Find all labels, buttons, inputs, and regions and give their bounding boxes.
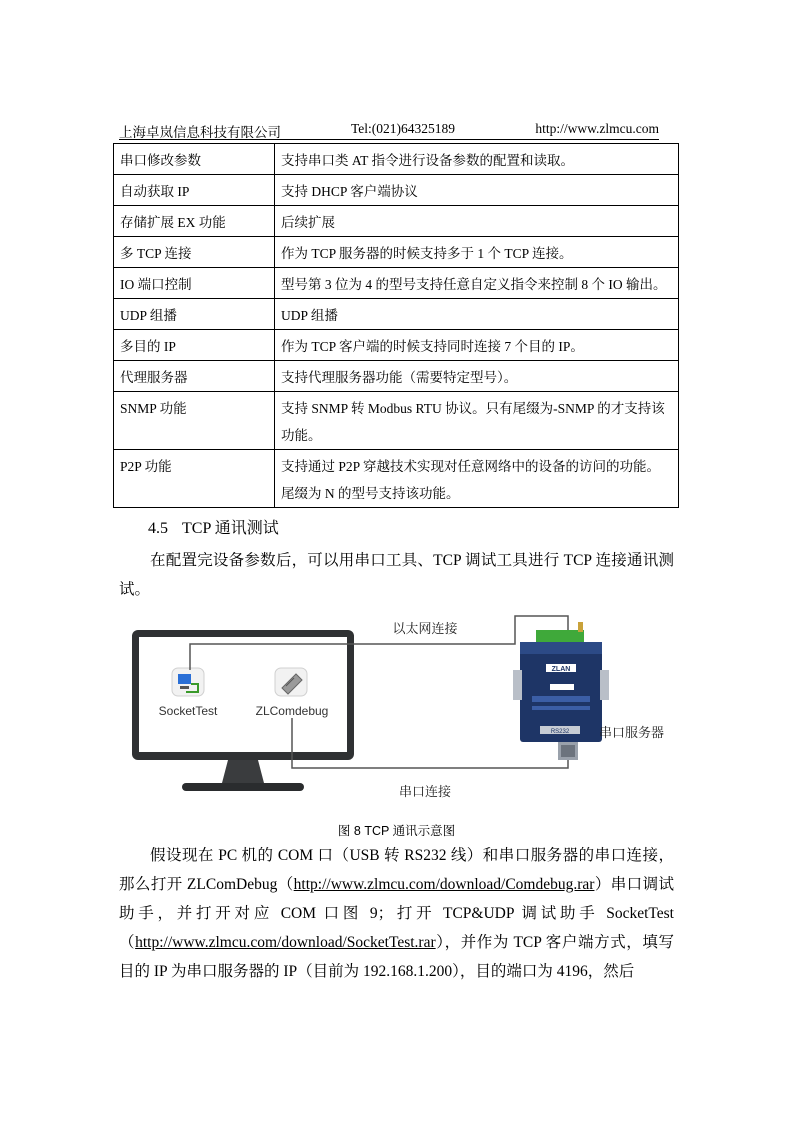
body-text-2: ）串口调试助手，并打开对应 COM 口图 9；打开 TCP&UDP 调试助手 SocketTest（ <box>119 876 674 951</box>
feature-table <box>113 143 679 508</box>
feature-cell: 多目的 IP <box>114 330 275 361</box>
zlcomdebug-icon <box>275 668 307 696</box>
device-port-label: RS232 <box>550 729 570 735</box>
description-cell: 作为 TCP 服务器的时候支持多于 1 个 TCP 连接。 <box>275 237 679 268</box>
description-cell: 作为 TCP 客户端的时候支持同时连接 7 个目的 IP。 <box>275 330 679 361</box>
serial-server-label: 串口服务器 <box>599 725 665 740</box>
page-header <box>119 121 659 140</box>
comdebug-link[interactable]: http://www.zlmcu.com/download/Comdebug.rar <box>293 876 595 893</box>
table-row <box>114 237 679 268</box>
tcp-diagram <box>120 608 680 808</box>
table-row <box>114 450 679 508</box>
feature-cell: SNMP 功能 <box>114 392 275 450</box>
feature-cell: 串口修改参数 <box>114 144 275 175</box>
table-row <box>114 206 679 237</box>
description-cell: UDP 组播 <box>275 299 679 330</box>
section-number: 4.5 <box>148 520 168 537</box>
feature-cell: 自动获取 IP <box>114 175 275 206</box>
description-cell: 支持代理服务器功能（需要特定型号）。 <box>275 361 679 392</box>
table-row <box>114 268 679 299</box>
description-cell: 型号第 3 位为 4 的型号支持任意自定义指令来控制 8 个 IO 输出。 <box>275 268 679 299</box>
description-cell: 支持串口类 AT 指令进行设备参数的配置和读取。 <box>275 144 679 175</box>
section-heading <box>148 515 279 538</box>
table-row <box>114 175 679 206</box>
feature-cell: 存储扩展 EX 功能 <box>114 206 275 237</box>
body-paragraph <box>119 841 674 986</box>
ethernet-label: 以太网连接 <box>392 621 458 636</box>
feature-cell: P2P 功能 <box>114 450 275 508</box>
header-company: 上海卓岚信息科技有限公司 <box>119 125 281 140</box>
monitor-screen <box>139 637 347 752</box>
figure-caption: 图 8 TCP 通讯示意图 <box>337 824 456 838</box>
monitor-base <box>182 783 304 791</box>
sockettest-icon <box>172 668 204 696</box>
device-brand: ZLAN <box>551 666 571 673</box>
sockettest-label: SocketTest <box>158 704 218 718</box>
sockettest-link[interactable]: http://www.zlmcu.com/download/SocketTest.rar <box>135 934 436 951</box>
body-text-3: ），并作为 TCP 客户端方式，填写目的 IP 为串口服务器的 IP（目前为 192.168.1.200），目的端口为 4196，然后 <box>119 934 674 980</box>
table-row <box>114 144 679 175</box>
feature-cell: IO 端口控制 <box>114 268 275 299</box>
description-cell: 后续扩展 <box>275 206 679 237</box>
feature-cell: 代理服务器 <box>114 361 275 392</box>
table-row <box>114 330 679 361</box>
table-row <box>114 299 679 330</box>
serial-server-device <box>513 622 609 760</box>
serial-label: 串口连接 <box>398 784 452 799</box>
monitor-stand <box>222 760 264 783</box>
feature-cell: UDP 组播 <box>114 299 275 330</box>
table-row <box>114 392 679 450</box>
header-tel: Tel:(021)64325189 <box>351 121 456 136</box>
description-cell: 支持 SNMP 转 Modbus RTU 协议。只有尾缀为-SNMP 的才支持该功能。 <box>275 392 679 450</box>
intro-paragraph: 在配置完设备参数后，可以用串口工具、TCP 调试工具进行 TCP 连接通讯测试。 <box>119 552 674 598</box>
header-website: http://www.zlmcu.com <box>535 121 659 136</box>
body-text-1: 假设现在 PC 机的 COM 口（USB 转 RS232 线）和串口服务器的串口连接，那么打开 ZLComDebug（ <box>119 847 674 893</box>
feature-cell: 多 TCP 连接 <box>114 237 275 268</box>
section-title: TCP 通讯测试 <box>182 520 279 537</box>
description-cell: 支持 DHCP 客户端协议 <box>275 175 679 206</box>
description-cell: 支持通过 P2P 穿越技术实现对任意网络中的设备的访问的功能。尾缀为 N 的型号支持该功能。 <box>275 450 679 508</box>
table-row <box>114 361 679 392</box>
zlcomdebug-label: ZLComdebug <box>255 704 329 718</box>
